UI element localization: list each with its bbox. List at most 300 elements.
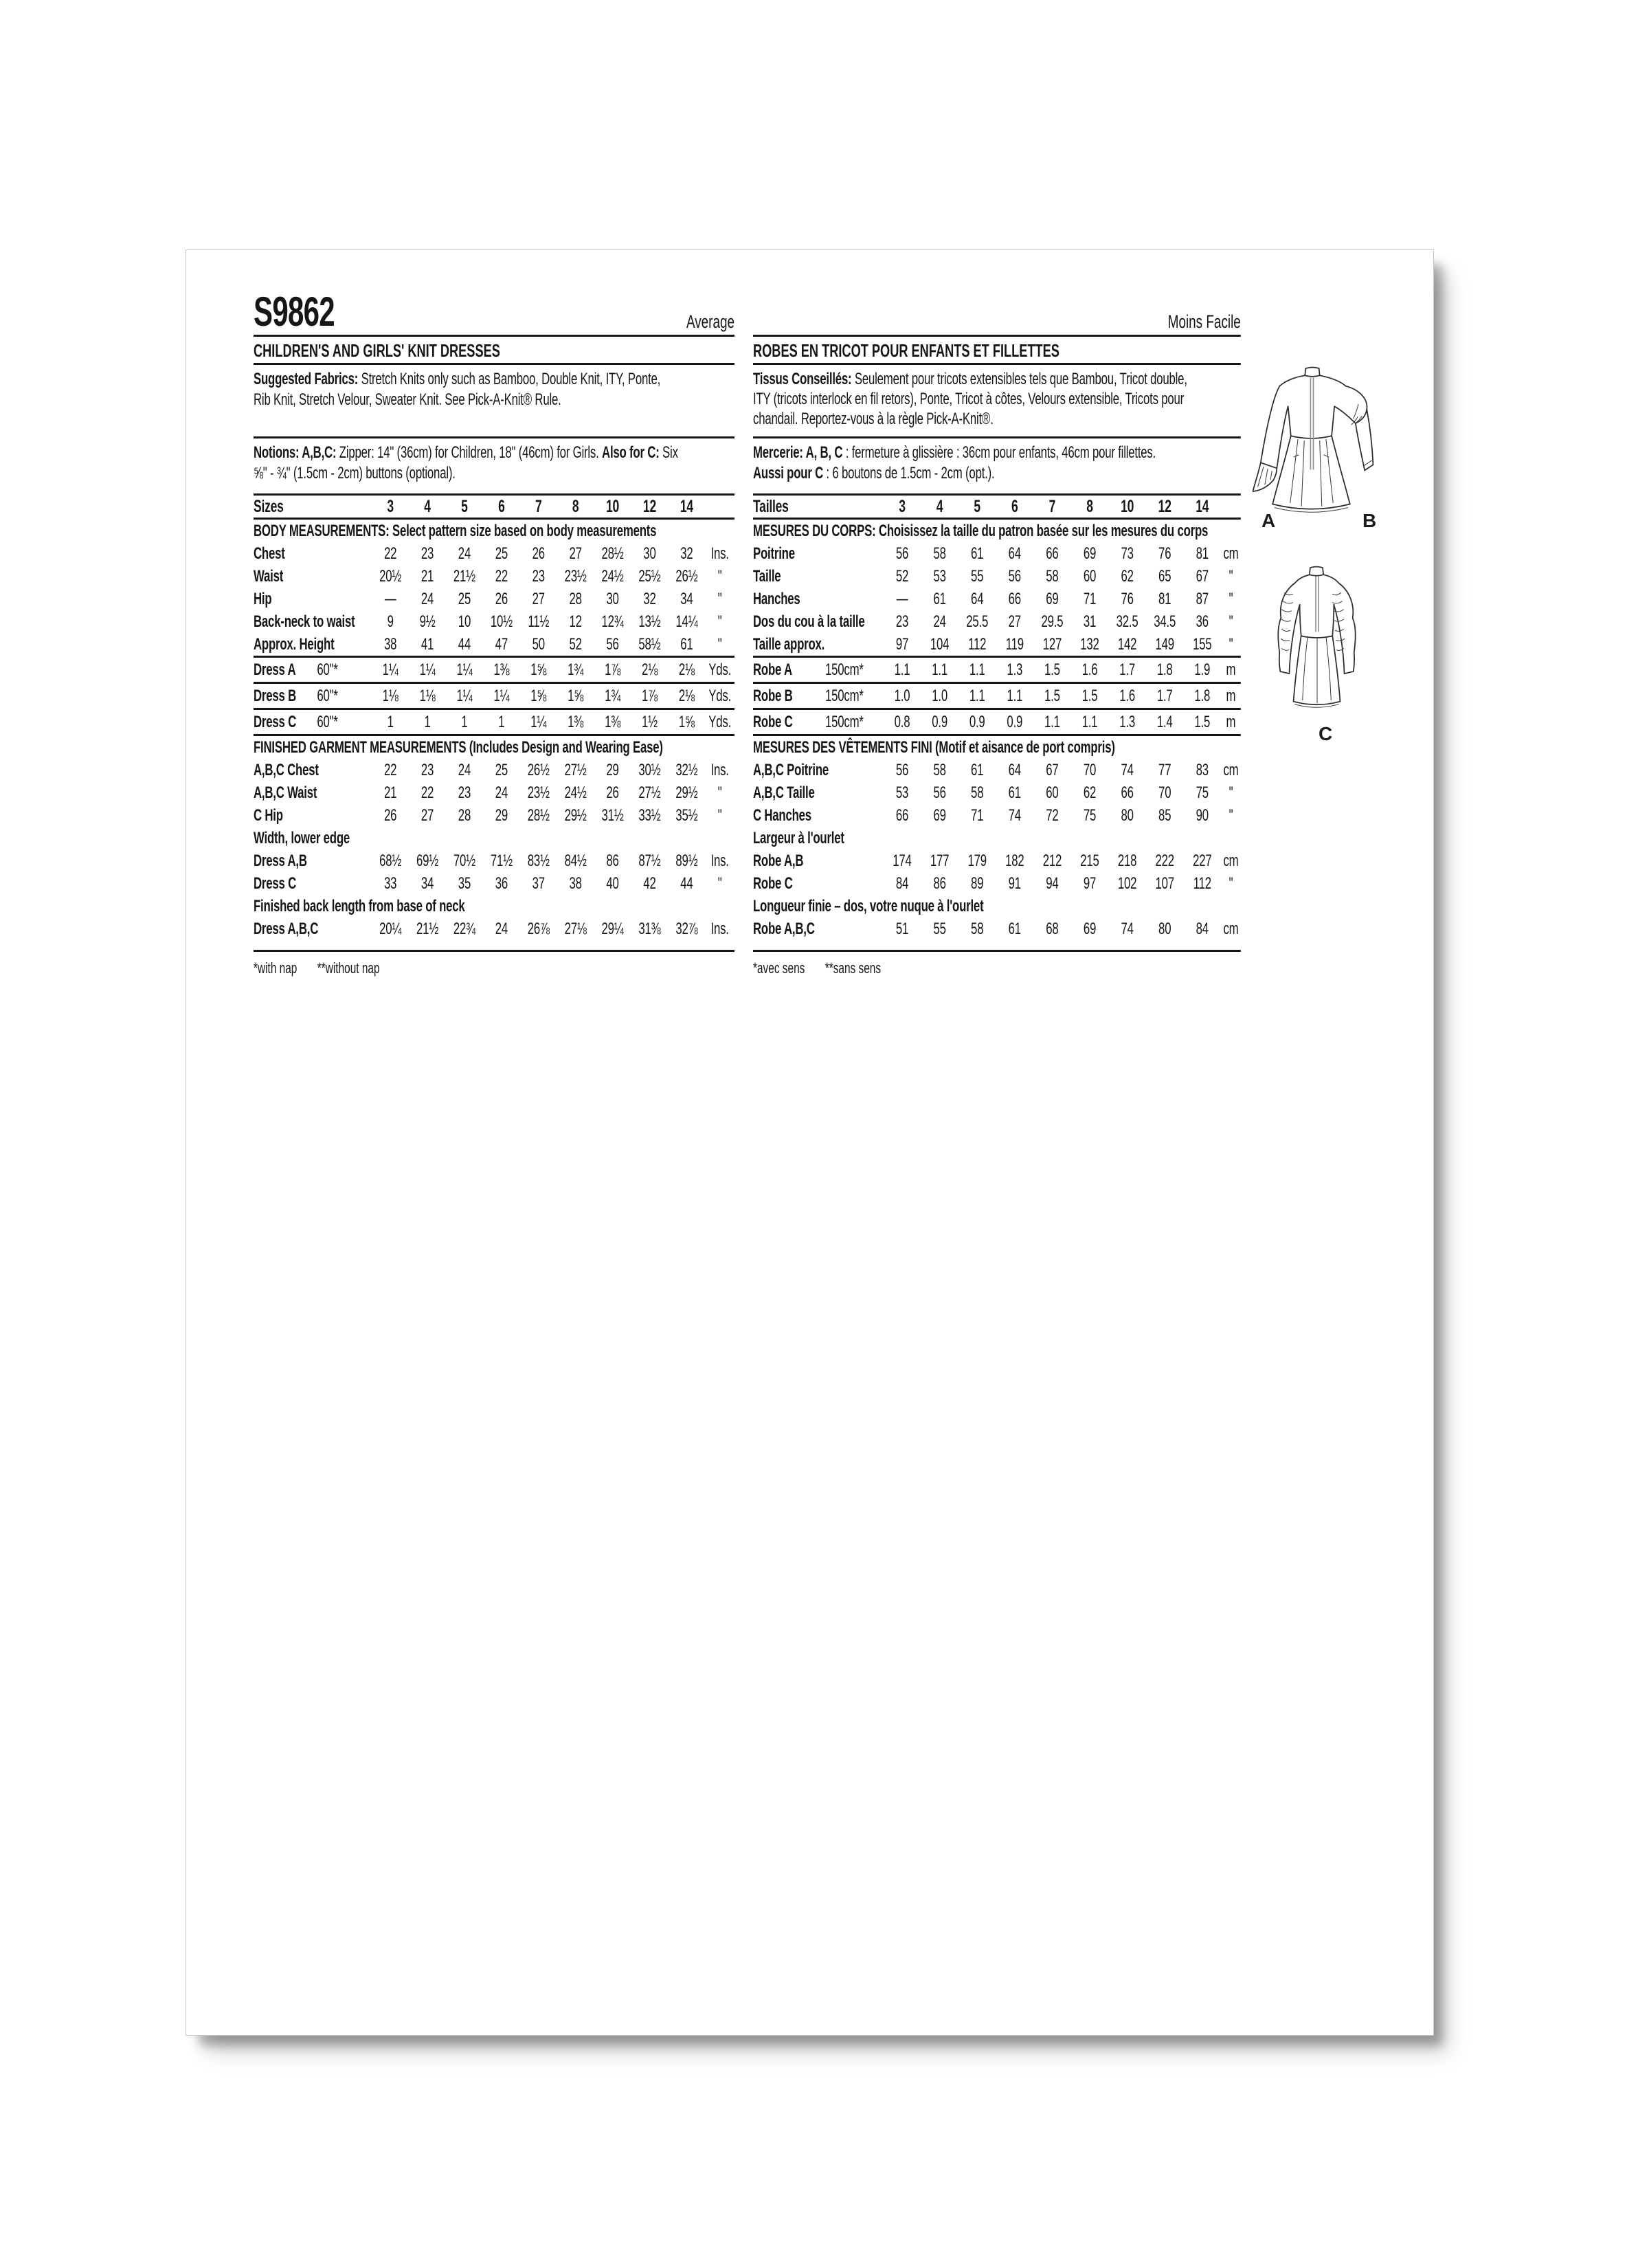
value-cell: 1 xyxy=(461,712,468,731)
fabric-width-label: 150cm* xyxy=(825,712,864,731)
value-cell: 1¾ xyxy=(605,686,621,705)
value-cell: 84 xyxy=(895,874,909,893)
value-cell: 182 xyxy=(1005,851,1024,870)
value-cell: 28 xyxy=(458,805,471,825)
text-segment: chandail. Reportez-vous à la règle Pick-A-Knit®. xyxy=(753,410,994,428)
row-label: Poitrine xyxy=(753,544,795,563)
value-cell: 68½ xyxy=(379,851,402,870)
value-cell: 4 xyxy=(424,496,431,516)
value-cell: 23 xyxy=(420,544,434,563)
value-cell: 1.1 xyxy=(932,660,947,679)
table-row xyxy=(753,710,1241,736)
value-cell: 119 xyxy=(1005,634,1024,654)
row-label: Robe A,B,C xyxy=(753,919,815,938)
notions-line xyxy=(254,463,734,484)
value-cell: 1¾ xyxy=(568,660,584,679)
value-cell: 66 xyxy=(895,805,909,825)
value-cell: 25 xyxy=(495,760,508,779)
value-cell: 1½ xyxy=(641,712,658,731)
value-cell: 64 xyxy=(971,589,984,608)
value-cell: 26½ xyxy=(527,760,550,779)
value-cell: 25.5 xyxy=(966,612,989,631)
value-cell: 1.5 xyxy=(1044,686,1060,705)
measurement-table-fr xyxy=(753,493,1241,940)
value-cell: 1 xyxy=(387,712,394,731)
table-row xyxy=(254,849,734,872)
table-row xyxy=(753,542,1241,565)
tissus-line xyxy=(753,409,1241,429)
value-cell: 38 xyxy=(569,874,582,893)
value-cell: 1.5 xyxy=(1044,660,1060,679)
value-cell: 37 xyxy=(532,874,545,893)
table-row xyxy=(753,684,1241,710)
value-cell: 80 xyxy=(1158,919,1171,938)
text-segment: ⅝" - ¾" (1.5cm - 2cm) buttons (optional). xyxy=(254,464,456,482)
value-cell: 12 xyxy=(642,496,656,516)
value-cell: 23½ xyxy=(564,566,587,586)
header-english xyxy=(254,289,734,337)
unit-cell: Ins. xyxy=(710,851,729,870)
value-cell: 41 xyxy=(420,634,434,654)
value-cell: 23 xyxy=(895,612,909,631)
value-cell: 24 xyxy=(420,589,434,608)
value-cell: 62 xyxy=(1083,783,1097,802)
value-cell: 28½ xyxy=(601,544,624,563)
value-cell: 14 xyxy=(680,496,693,516)
footnote-avec-sens: *avec sens xyxy=(753,959,805,977)
fabric-width-label: 60"* xyxy=(317,686,338,705)
unit-cell: Yds. xyxy=(708,686,732,705)
table-row xyxy=(254,684,734,710)
value-cell: 61 xyxy=(971,760,984,779)
value-cell: 22 xyxy=(420,783,434,802)
fabric-width-label: 60"* xyxy=(317,712,338,731)
value-cell: 52 xyxy=(895,566,909,586)
mercerie-paragraph-fr xyxy=(753,443,1241,484)
value-cell: 24½ xyxy=(601,566,624,586)
value-cell: 70½ xyxy=(453,851,475,870)
value-cell: 26⅞ xyxy=(527,919,550,938)
value-cell: 30 xyxy=(643,544,656,563)
value-cell: 1.1 xyxy=(969,686,985,705)
text-segment: Rib Knit, Stretch Velour, Sweater Knit. See Pick-A-Knit® Rule. xyxy=(254,390,561,409)
value-cell: 81 xyxy=(1158,589,1171,608)
value-cell: 97 xyxy=(1083,874,1097,893)
row-label: Taille approx. xyxy=(753,634,825,654)
value-cell: 24 xyxy=(458,760,471,779)
value-cell: 86 xyxy=(606,851,619,870)
row-label: Dress A,B xyxy=(254,851,307,870)
notions-line xyxy=(254,443,734,463)
row-label: Robe B 150cm* xyxy=(753,686,864,705)
mercerie-line xyxy=(753,463,1241,484)
value-cell: 1¼ xyxy=(493,686,510,705)
text-segment: Stretch Knits only such as Bamboo, Double Knit, ITY, Ponte, xyxy=(358,370,661,388)
value-cell: — xyxy=(896,589,908,608)
value-cell: 61 xyxy=(933,589,946,608)
value-cell: 69½ xyxy=(416,851,439,870)
value-cell: 24 xyxy=(933,612,946,631)
table-section-header: MESURES DES VÊTEMENTS FINI (Motif et aisance de port compris) xyxy=(753,738,1115,757)
table-row xyxy=(254,781,734,804)
unit-cell: m xyxy=(1226,686,1236,705)
value-cell: 11½ xyxy=(528,612,550,631)
text-segment: Six xyxy=(659,443,678,462)
table-row xyxy=(753,804,1241,827)
table-section-header: BODY MEASUREMENTS: Select pattern size based on body measurements xyxy=(254,522,657,540)
value-cell: 9 xyxy=(387,612,394,631)
value-cell: 1⅜ xyxy=(605,712,621,731)
value-cell: 74 xyxy=(1121,919,1134,938)
unit-cell: " xyxy=(1229,612,1233,631)
row-label: Hip xyxy=(254,589,272,608)
dress-back-view-c-illustration xyxy=(1265,565,1369,718)
value-cell: 1.1 xyxy=(1081,712,1098,731)
value-cell: 2⅛ xyxy=(678,686,695,705)
value-cell: 68 xyxy=(1046,919,1059,938)
value-cell: 21½ xyxy=(416,919,439,938)
value-cell: 55 xyxy=(971,566,984,586)
value-cell: 30 xyxy=(606,589,619,608)
value-cell: 1¼ xyxy=(382,660,399,679)
difficulty-label-en: Average xyxy=(686,311,734,333)
value-cell: 27 xyxy=(532,589,545,608)
unit-cell: cm xyxy=(1223,919,1239,938)
row-label: Dress C xyxy=(254,874,297,893)
value-cell: 1.7 xyxy=(1119,660,1135,679)
table-row xyxy=(753,849,1241,872)
value-cell: 94 xyxy=(1046,874,1059,893)
text-segment: : 6 boutons de 1.5cm - 2cm (opt.). xyxy=(823,464,995,482)
value-cell: 25½ xyxy=(638,566,661,586)
tissus-line xyxy=(753,369,1241,389)
row-label: Approx. Height xyxy=(254,634,335,654)
value-cell: 1⅝ xyxy=(530,660,547,679)
divider xyxy=(254,436,734,438)
unit-cell: cm xyxy=(1223,851,1239,870)
row-label: Back-neck to waist xyxy=(254,612,355,631)
value-cell: 36 xyxy=(1196,612,1209,631)
value-cell: 1¼ xyxy=(456,660,473,679)
value-cell: 1⅜ xyxy=(493,660,510,679)
value-cell: 50 xyxy=(532,634,545,654)
value-cell: 155 xyxy=(1193,634,1212,654)
value-cell: 28 xyxy=(569,589,582,608)
tissus-line xyxy=(753,389,1241,409)
unit-cell: " xyxy=(717,874,722,893)
value-cell: 27½ xyxy=(638,783,661,802)
value-cell: 1.1 xyxy=(1007,686,1023,705)
value-cell: 5 xyxy=(974,496,980,516)
value-cell: 25 xyxy=(458,589,471,608)
row-label: Dress C 60"* xyxy=(254,712,338,731)
unit-cell: " xyxy=(1229,566,1233,586)
value-cell: 91 xyxy=(1008,874,1021,893)
row-label: A,B,C Taille xyxy=(753,783,815,802)
value-cell: 33 xyxy=(384,874,397,893)
row-label: Sizes xyxy=(254,496,284,516)
unit-cell: " xyxy=(1229,634,1233,654)
value-cell: 29 xyxy=(606,760,619,779)
value-cell: 23 xyxy=(458,783,471,802)
unit-cell: " xyxy=(717,612,722,631)
value-cell: 36 xyxy=(495,874,508,893)
unit-cell: Ins. xyxy=(710,760,729,779)
row-label: Dress A,B,C xyxy=(254,919,319,938)
value-cell: 24 xyxy=(495,919,508,938)
value-cell: 1.1 xyxy=(894,660,910,679)
value-cell: 7 xyxy=(1048,496,1056,516)
value-cell: 44 xyxy=(680,874,693,893)
value-cell: 174 xyxy=(893,851,912,870)
unit-cell: " xyxy=(717,783,722,802)
value-cell: 69 xyxy=(933,805,946,825)
value-cell: 23 xyxy=(420,760,434,779)
value-cell: 76 xyxy=(1121,589,1134,608)
row-label: Dos du cou à la taille xyxy=(753,612,865,631)
row-label: Chest xyxy=(254,544,285,563)
value-cell: 21 xyxy=(384,783,397,802)
fabrics-paragraph-en xyxy=(254,369,734,410)
row-label: Robe A,B xyxy=(753,851,804,870)
value-cell: 56 xyxy=(895,760,909,779)
value-cell: 1.8 xyxy=(1156,660,1173,679)
row-label: Waist xyxy=(254,566,284,586)
value-cell: 32 xyxy=(680,544,693,563)
value-cell: 142 xyxy=(1117,634,1137,654)
row-label: Robe C xyxy=(753,874,793,893)
value-cell: 35½ xyxy=(675,805,698,825)
value-cell: 10 xyxy=(458,612,471,631)
value-cell: 86 xyxy=(933,874,946,893)
row-label: Tailles xyxy=(753,496,789,516)
value-cell: 30½ xyxy=(638,760,661,779)
value-cell: 1.0 xyxy=(932,686,947,705)
value-cell: 12 xyxy=(569,612,582,631)
value-cell: 0.9 xyxy=(969,712,985,731)
value-cell: 61 xyxy=(1008,919,1021,938)
fabric-width-label: 150cm* xyxy=(825,660,864,679)
value-cell: 1.6 xyxy=(1119,686,1135,705)
value-cell: 58 xyxy=(971,919,984,938)
header-french xyxy=(753,298,1241,337)
value-cell: 69 xyxy=(1083,919,1097,938)
view-label-b: B xyxy=(1362,510,1377,531)
footnote-sans-sens: **sans sens xyxy=(824,959,882,977)
unit-cell: Yds. xyxy=(708,660,732,679)
table-row xyxy=(254,633,734,656)
value-cell: 58 xyxy=(933,760,946,779)
value-cell: 112 xyxy=(1193,874,1211,893)
value-cell: 66 xyxy=(1121,783,1134,802)
value-cell: 218 xyxy=(1117,851,1137,870)
value-cell: 1.5 xyxy=(1081,686,1098,705)
value-cell: 60 xyxy=(1083,566,1097,586)
table-row xyxy=(254,588,734,610)
value-cell: 87½ xyxy=(638,851,661,870)
value-cell: 1⅛ xyxy=(382,686,399,705)
value-cell: 21½ xyxy=(453,566,475,586)
value-cell: 35 xyxy=(458,874,471,893)
value-cell: 132 xyxy=(1080,634,1099,654)
table-row xyxy=(254,710,734,736)
value-cell: 222 xyxy=(1155,851,1174,870)
fabric-width-label: 60"* xyxy=(317,660,338,679)
title-french: ROBES EN TRICOT POUR ENFANTS ET FILLETTES xyxy=(753,337,1241,365)
value-cell: 71 xyxy=(971,805,984,825)
value-cell: 1.1 xyxy=(1044,712,1060,731)
value-cell: 102 xyxy=(1117,874,1137,893)
value-cell: 29 xyxy=(495,805,508,825)
value-cell: 10½ xyxy=(490,612,513,631)
value-cell: 52 xyxy=(569,634,582,654)
value-cell: 1.6 xyxy=(1081,660,1098,679)
unit-cell: " xyxy=(1229,589,1233,608)
value-cell: 5 xyxy=(461,496,468,516)
value-cell: 38 xyxy=(384,634,397,654)
value-cell: 58 xyxy=(933,544,946,563)
value-cell: 1¼ xyxy=(456,686,473,705)
footnote-fr xyxy=(753,956,1241,977)
text-segment: : fermeture à glissière : 36cm pour enfants, 46cm pour fillettes. xyxy=(842,443,1156,462)
value-cell: 127 xyxy=(1042,634,1062,654)
value-cell: 26 xyxy=(384,805,397,825)
table-row xyxy=(753,633,1241,656)
text-segment: Seulement pour tricots extensibles tels que Bambou, Tricot double, xyxy=(851,370,1187,388)
value-cell: 6 xyxy=(498,496,505,516)
value-cell: 13½ xyxy=(638,612,661,631)
value-cell: 24 xyxy=(458,544,471,563)
value-cell: 1⅝ xyxy=(678,712,695,731)
value-cell: 61 xyxy=(1008,783,1021,802)
value-cell: 12¾ xyxy=(601,612,624,631)
pattern-envelope-back-page xyxy=(186,249,1434,2036)
unit-cell: cm xyxy=(1223,544,1239,563)
value-cell: 32.5 xyxy=(1116,612,1138,631)
table-row xyxy=(753,918,1241,940)
value-cell: 8 xyxy=(572,496,579,516)
row-label: Robe C 150cm* xyxy=(753,712,864,731)
value-cell: 58 xyxy=(971,783,984,802)
value-cell: 40 xyxy=(606,874,619,893)
value-cell: 1.0 xyxy=(894,686,910,705)
table-section-header: FINISHED GARMENT MEASUREMENTS (Includes Design and Wearing Ease) xyxy=(254,738,663,757)
value-cell: 6 xyxy=(1011,496,1018,516)
value-cell: 27 xyxy=(569,544,582,563)
value-cell: 56 xyxy=(1008,566,1021,586)
value-cell: 31⅜ xyxy=(638,919,661,938)
value-cell: 107 xyxy=(1155,874,1174,893)
value-cell: 83 xyxy=(1196,760,1209,779)
value-cell: 56 xyxy=(606,634,619,654)
value-cell: 67 xyxy=(1196,566,1209,586)
value-cell: 26½ xyxy=(675,566,698,586)
unit-cell: " xyxy=(1229,783,1233,802)
value-cell: 74 xyxy=(1121,760,1134,779)
value-cell: 149 xyxy=(1155,634,1174,654)
table-row xyxy=(753,588,1241,610)
value-cell: 80 xyxy=(1121,805,1134,825)
value-cell: 1 xyxy=(498,712,505,731)
fabric-width-label: 150cm* xyxy=(825,686,864,705)
value-cell: 2⅛ xyxy=(678,660,695,679)
value-cell: 72 xyxy=(1046,805,1059,825)
value-cell: 12 xyxy=(1158,496,1171,516)
value-cell: 56 xyxy=(895,544,909,563)
value-cell: 7 xyxy=(535,496,542,516)
measurement-table-en xyxy=(254,493,734,940)
value-cell: 1.1 xyxy=(969,660,985,679)
table-row xyxy=(753,872,1241,895)
value-cell: 26 xyxy=(532,544,545,563)
value-cell: 56 xyxy=(933,783,946,802)
value-cell: 1.4 xyxy=(1156,712,1173,731)
value-cell: 71½ xyxy=(490,851,513,870)
row-label: C Hanches xyxy=(753,805,811,825)
value-cell: 84 xyxy=(1196,919,1209,938)
value-cell: 29½ xyxy=(564,805,587,825)
value-cell: 89½ xyxy=(675,851,698,870)
row-label: A,B,C Poitrine xyxy=(753,760,829,779)
value-cell: 1⅝ xyxy=(530,686,547,705)
value-cell: 179 xyxy=(967,851,987,870)
table-row xyxy=(753,656,1241,684)
difficulty-label-fr: Moins Facile xyxy=(1167,311,1241,333)
bold-text-segment: Mercerie: A, B, C xyxy=(753,443,843,462)
value-cell: 1⅞ xyxy=(605,660,621,679)
table-row xyxy=(254,656,734,684)
row-label: A,B,C Chest xyxy=(254,760,319,779)
footnote-en xyxy=(254,956,734,977)
bold-text-segment: Aussi pour C xyxy=(753,464,824,482)
view-label-a: A xyxy=(1261,510,1276,531)
value-cell: 69 xyxy=(1083,544,1097,563)
value-cell: 51 xyxy=(895,919,909,938)
value-cell: 64 xyxy=(1008,544,1021,563)
value-cell: 34.5 xyxy=(1154,612,1176,631)
value-cell: 1⅛ xyxy=(419,686,436,705)
value-cell: 32⅞ xyxy=(675,919,698,938)
value-cell: 60 xyxy=(1046,783,1059,802)
value-cell: 22 xyxy=(384,544,397,563)
table-row-label-full: Largeur à l'ourlet xyxy=(753,829,844,847)
value-cell: 89 xyxy=(971,874,984,893)
value-cell: 112 xyxy=(968,634,987,654)
value-cell: 1.5 xyxy=(1194,712,1211,731)
value-cell: 0.9 xyxy=(932,712,947,731)
value-cell: 26 xyxy=(606,783,619,802)
value-cell: 1¼ xyxy=(530,712,547,731)
fabrics-line xyxy=(254,390,734,410)
value-cell: 29.5 xyxy=(1041,612,1064,631)
unit-cell: " xyxy=(717,634,722,654)
value-cell: 55 xyxy=(933,919,946,938)
value-cell: 75 xyxy=(1196,783,1209,802)
value-cell: 26 xyxy=(495,589,508,608)
value-cell: 64 xyxy=(1008,760,1021,779)
value-cell: 212 xyxy=(1042,851,1062,870)
value-cell: 27 xyxy=(420,805,434,825)
table-section-header: MESURES DU CORPS: Choisissez la taille du patron basée sur les mesures du corps xyxy=(753,522,1209,540)
value-cell: 14 xyxy=(1196,496,1209,516)
table-row xyxy=(254,759,734,781)
table-row xyxy=(753,610,1241,633)
table-row xyxy=(254,804,734,827)
value-cell: 22¾ xyxy=(453,919,475,938)
row-label: A,B,C Waist xyxy=(254,783,317,802)
table-row xyxy=(254,872,734,895)
unit-cell: " xyxy=(1229,805,1233,825)
